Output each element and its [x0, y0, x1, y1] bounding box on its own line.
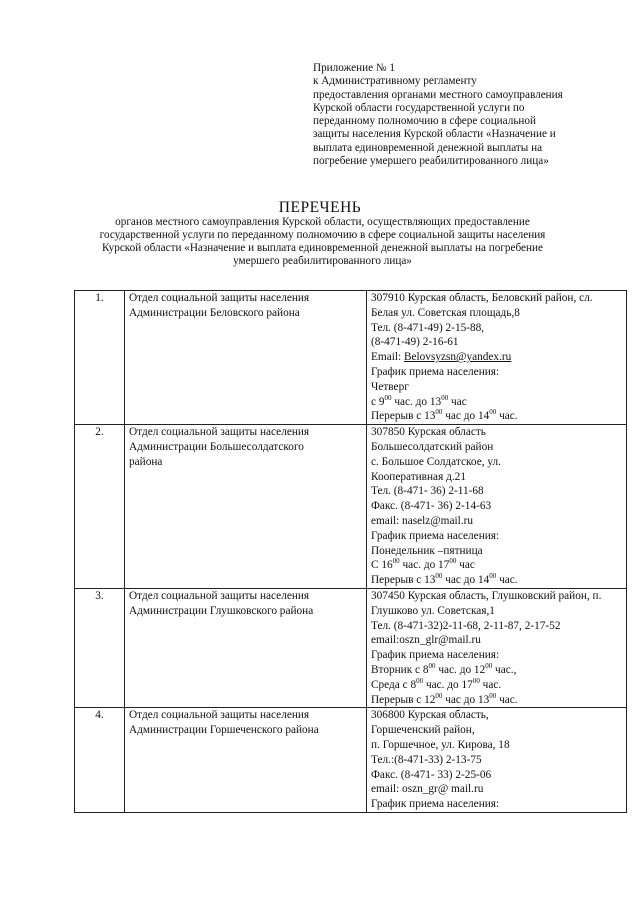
row-number: 3. [75, 588, 125, 707]
phone: Тел. (8-471- 36) 2-11-68 [371, 485, 484, 498]
row-number: 1. [75, 291, 125, 425]
contact-info [367, 708, 627, 813]
schedule-hours: Среда с $8^{00}$ час. до $17^{00}$ час. [371, 676, 502, 691]
schedule-label: График приема населения: [371, 798, 500, 811]
departments-table [74, 290, 627, 813]
email-line: email: oszn_gr@ mail.ru [371, 783, 484, 796]
address: 307910 Курская область, Беловский район, сл. Белая ул. Советская площадь,8 [371, 292, 593, 319]
department-line: Отдел социальной защиты населения [129, 709, 310, 722]
schedule-label: График приема населения: [371, 649, 500, 662]
department-line: Администрации Горшеченского района [129, 724, 319, 737]
appendix-line: защиты населения Курской области «Назначение и [313, 128, 556, 141]
contact-info [367, 291, 627, 425]
appendix-line: Приложение № 1 [313, 62, 395, 74]
department-line: Администрации Беловского района [129, 306, 300, 319]
department-name [125, 708, 367, 813]
department-line: Отдел социальной защиты населения [129, 589, 310, 602]
appendix-line: погребение умершего реабилитированного лица» [313, 155, 549, 168]
schedule-day: Четверг [371, 380, 409, 393]
phone: Тел.:(8-471-33) 2-13-75 [371, 753, 482, 766]
table-row [75, 708, 627, 813]
schedule-day: Понедельник –пятница [371, 544, 483, 557]
phone: Тел. (8-471-32)2-11-68, 2-11-87, 2-17-52 [371, 619, 561, 632]
table-row [75, 291, 627, 425]
subtitle-line: умершего реабилитированного лица» [233, 255, 412, 267]
appendix-line: к Административному регламенту [313, 75, 477, 88]
subtitle-line: органов местного самоуправления Курской области, осуществляющих предоставление [115, 216, 530, 228]
fax: Факс. (8-471- 33) 2-25-06 [371, 768, 492, 781]
email-link[interactable]: Belovsyzsn@yandex.ru [403, 351, 512, 364]
info-line: с. Большое Солдатское, ул. [371, 455, 501, 468]
schedule-break: Перерыв с $13^{00}$ час до $14^{00}$ час. [371, 408, 518, 423]
appendix-line: выплата единовременной денежной выплаты на [313, 141, 543, 154]
schedule-label: График приема населения: [371, 529, 500, 542]
info-line: Кооперативная д.21 [371, 470, 466, 483]
schedule-hours: Вторник с $8^{00}$ час. до $12^{00}$ час., [371, 661, 517, 676]
schedule-label: График приема населения: [371, 365, 500, 378]
document-subtitle [70, 216, 575, 268]
appendix-header [313, 62, 623, 168]
department-line: Отдел социальной защиты населения [129, 292, 310, 304]
info-line: Горшеченский район, [371, 724, 475, 737]
email-line [371, 350, 622, 365]
contact-info [367, 588, 627, 707]
row-number: 4. [75, 708, 125, 813]
address: 307450 Курская область, Глушковский район, п. Глушково ул. Советская,1 [371, 589, 602, 617]
appendix-line: переданному полномочию в сфере социальной [313, 115, 536, 128]
appendix-line: Курской области государственной услуги по [313, 101, 525, 114]
department-line: Администрации Глушковского района [129, 604, 314, 617]
subtitle-line: Курской области «Назначение и выплата единовременной денежной выплаты на погребение [102, 242, 543, 254]
subtitle-line: государственной услуги по переданному полномочию в сфере социальной защиты населения [99, 229, 546, 241]
row-number: 2. [75, 425, 125, 589]
fax: Факс. (8-471- 36) 2-14-63 [371, 500, 492, 513]
department-line: Отдел социальной защиты населения [129, 426, 310, 439]
contact-info [367, 425, 627, 589]
document-title: ПЕРЕЧЕНЬ [278, 199, 362, 216]
email-line: email: naselz@mail.ru [371, 514, 473, 527]
appendix-line: предоставления органами местного самоуправления [313, 88, 563, 101]
schedule-break: Перерыв с $12^{00}$ час до $13^{00}$ час. [371, 691, 518, 706]
info-line: п. Горшечное, ул. Кирова, 18 [371, 738, 510, 751]
phone: Тел. (8-471-49) 2-15-88, [371, 321, 485, 334]
info-line: 307850 Курская область [371, 426, 486, 439]
schedule-break: Перерыв с $13^{00}$ час до $14^{00}$ час. [371, 572, 518, 587]
schedule-hours: с $9^{00}$ час. до $13^{00}$ час [371, 393, 467, 408]
department-line: Администрации Большесолдатского [129, 440, 304, 453]
email-line: email:oszn_glr@mail.ru [371, 634, 481, 647]
department-name [125, 291, 367, 425]
info-line: 306800 Курская область, [371, 709, 489, 722]
table-row [75, 425, 627, 589]
info-line: Большесолдатский район [371, 440, 494, 453]
phone: (8-471-49) 2-16-61 [371, 336, 459, 349]
email-label: Email: [371, 351, 404, 364]
department-name [125, 425, 367, 589]
department-line: района [129, 455, 163, 468]
table-row [75, 588, 627, 707]
schedule-hours: С $16^{00}$ час. до $17^{00}$ час [371, 557, 475, 572]
department-name [125, 588, 367, 707]
